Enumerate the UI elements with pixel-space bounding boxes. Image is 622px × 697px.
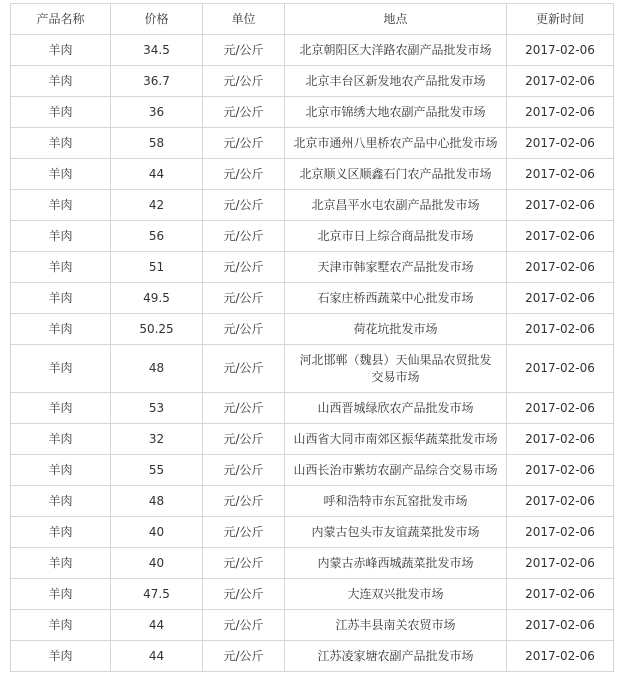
unit-cell: 元/公斤 (203, 221, 285, 252)
price-cell: 44 (111, 641, 203, 672)
product-name-cell: 羊肉 (11, 159, 111, 190)
location-cell: 江苏丰县南关农贸市场 (285, 610, 507, 641)
location-cell: 内蒙古赤峰西城蔬菜批发市场 (285, 548, 507, 579)
table-row (11, 455, 614, 486)
header-price: 价格 (111, 4, 203, 35)
unit-cell: 元/公斤 (203, 190, 285, 221)
unit-cell: 元/公斤 (203, 345, 285, 393)
table-row (11, 610, 614, 641)
product-name-cell: 羊肉 (11, 517, 111, 548)
product-name-cell: 羊肉 (11, 66, 111, 97)
header-update-time: 更新时间 (507, 4, 614, 35)
price-cell: 32 (111, 424, 203, 455)
table-row (11, 579, 614, 610)
unit-cell: 元/公斤 (203, 393, 285, 424)
location-cell: 北京市日上综合商品批发市场 (285, 221, 507, 252)
location-cell: 北京市通州八里桥农产品中心批发市场 (285, 128, 507, 159)
update-time-cell: 2017-02-06 (507, 283, 614, 314)
unit-cell: 元/公斤 (203, 455, 285, 486)
price-cell: 51 (111, 252, 203, 283)
location-cell: 江苏凌家塘农副产品批发市场 (285, 641, 507, 672)
update-time-cell: 2017-02-06 (507, 314, 614, 345)
update-time-cell: 2017-02-06 (507, 641, 614, 672)
table-row (11, 252, 614, 283)
table-row (11, 424, 614, 455)
product-name-cell: 羊肉 (11, 393, 111, 424)
location-cell: 荷花坑批发市场 (285, 314, 507, 345)
location-cell: 山西晋城绿欣农产品批发市场 (285, 393, 507, 424)
product-name-cell: 羊肉 (11, 486, 111, 517)
product-name-cell: 羊肉 (11, 345, 111, 393)
price-cell: 34.5 (111, 35, 203, 66)
price-cell: 53 (111, 393, 203, 424)
table-row (11, 66, 614, 97)
update-time-cell: 2017-02-06 (507, 548, 614, 579)
product-name-cell: 羊肉 (11, 190, 111, 221)
update-time-cell: 2017-02-06 (507, 517, 614, 548)
price-cell: 47.5 (111, 579, 203, 610)
product-name-cell: 羊肉 (11, 424, 111, 455)
product-name-cell: 羊肉 (11, 641, 111, 672)
table-body (11, 35, 614, 672)
update-time-cell: 2017-02-06 (507, 190, 614, 221)
table-row (11, 190, 614, 221)
location-cell: 北京市锦绣大地农副产品批发市场 (285, 97, 507, 128)
table-row (11, 641, 614, 672)
unit-cell: 元/公斤 (203, 314, 285, 345)
price-cell: 50.25 (111, 314, 203, 345)
product-name-cell: 羊肉 (11, 610, 111, 641)
update-time-cell: 2017-02-06 (507, 610, 614, 641)
price-cell: 56 (111, 221, 203, 252)
table-row (11, 517, 614, 548)
price-cell: 44 (111, 159, 203, 190)
table-row (11, 548, 614, 579)
location-cell: 石家庄桥西蔬菜中心批发市场 (285, 283, 507, 314)
product-name-cell: 羊肉 (11, 579, 111, 610)
header-product-name: 产品名称 (11, 4, 111, 35)
table-row (11, 283, 614, 314)
price-cell: 55 (111, 455, 203, 486)
unit-cell: 元/公斤 (203, 97, 285, 128)
header-unit: 单位 (203, 4, 285, 35)
update-time-cell: 2017-02-06 (507, 221, 614, 252)
product-name-cell: 羊肉 (11, 252, 111, 283)
unit-cell: 元/公斤 (203, 641, 285, 672)
update-time-cell: 2017-02-06 (507, 486, 614, 517)
price-table (10, 3, 614, 672)
header-row (11, 4, 614, 35)
update-time-cell: 2017-02-06 (507, 252, 614, 283)
header-location: 地点 (285, 4, 507, 35)
product-name-cell: 羊肉 (11, 97, 111, 128)
update-time-cell: 2017-02-06 (507, 393, 614, 424)
location-cell: 山西长治市紫坊农副产品综合交易市场 (285, 455, 507, 486)
product-name-cell: 羊肉 (11, 128, 111, 159)
location-cell: 呼和浩特市东瓦窑批发市场 (285, 486, 507, 517)
update-time-cell: 2017-02-06 (507, 455, 614, 486)
unit-cell: 元/公斤 (203, 283, 285, 314)
update-time-cell: 2017-02-06 (507, 66, 614, 97)
product-name-cell: 羊肉 (11, 35, 111, 66)
product-name-cell: 羊肉 (11, 548, 111, 579)
table-row (11, 345, 614, 393)
location-cell: 河北邯郸（魏县）天仙果品农贸批发交易市场 (285, 345, 507, 393)
unit-cell: 元/公斤 (203, 517, 285, 548)
product-name-cell: 羊肉 (11, 314, 111, 345)
unit-cell: 元/公斤 (203, 66, 285, 97)
unit-cell: 元/公斤 (203, 252, 285, 283)
location-cell: 内蒙古包头市友谊蔬菜批发市场 (285, 517, 507, 548)
price-cell: 44 (111, 610, 203, 641)
unit-cell: 元/公斤 (203, 128, 285, 159)
update-time-cell: 2017-02-06 (507, 35, 614, 66)
update-time-cell: 2017-02-06 (507, 579, 614, 610)
table-row (11, 97, 614, 128)
update-time-cell: 2017-02-06 (507, 345, 614, 393)
table-row (11, 393, 614, 424)
table-row (11, 486, 614, 517)
product-name-cell: 羊肉 (11, 221, 111, 252)
price-cell: 36.7 (111, 66, 203, 97)
location-cell: 北京昌平水屯农副产品批发市场 (285, 190, 507, 221)
unit-cell: 元/公斤 (203, 424, 285, 455)
update-time-cell: 2017-02-06 (507, 159, 614, 190)
unit-cell: 元/公斤 (203, 548, 285, 579)
unit-cell: 元/公斤 (203, 579, 285, 610)
price-cell: 36 (111, 97, 203, 128)
location-cell: 山西省大同市南郊区振华蔬菜批发市场 (285, 424, 507, 455)
table-row (11, 159, 614, 190)
price-cell: 48 (111, 486, 203, 517)
unit-cell: 元/公斤 (203, 610, 285, 641)
table-row (11, 221, 614, 252)
product-name-cell: 羊肉 (11, 455, 111, 486)
price-cell: 58 (111, 128, 203, 159)
update-time-cell: 2017-02-06 (507, 128, 614, 159)
price-cell: 40 (111, 517, 203, 548)
table-row (11, 314, 614, 345)
unit-cell: 元/公斤 (203, 159, 285, 190)
location-cell: 北京丰台区新发地农产品批发市场 (285, 66, 507, 97)
update-time-cell: 2017-02-06 (507, 424, 614, 455)
location-cell: 大连双兴批发市场 (285, 579, 507, 610)
price-cell: 40 (111, 548, 203, 579)
location-cell: 北京顺义区顺鑫石门农产品批发市场 (285, 159, 507, 190)
price-cell: 48 (111, 345, 203, 393)
unit-cell: 元/公斤 (203, 486, 285, 517)
table-row (11, 35, 614, 66)
location-cell: 天津市韩家墅农产品批发市场 (285, 252, 507, 283)
location-cell: 北京朝阳区大洋路农副产品批发市场 (285, 35, 507, 66)
table-row (11, 128, 614, 159)
unit-cell: 元/公斤 (203, 35, 285, 66)
product-name-cell: 羊肉 (11, 283, 111, 314)
price-cell: 49.5 (111, 283, 203, 314)
price-cell: 42 (111, 190, 203, 221)
update-time-cell: 2017-02-06 (507, 97, 614, 128)
